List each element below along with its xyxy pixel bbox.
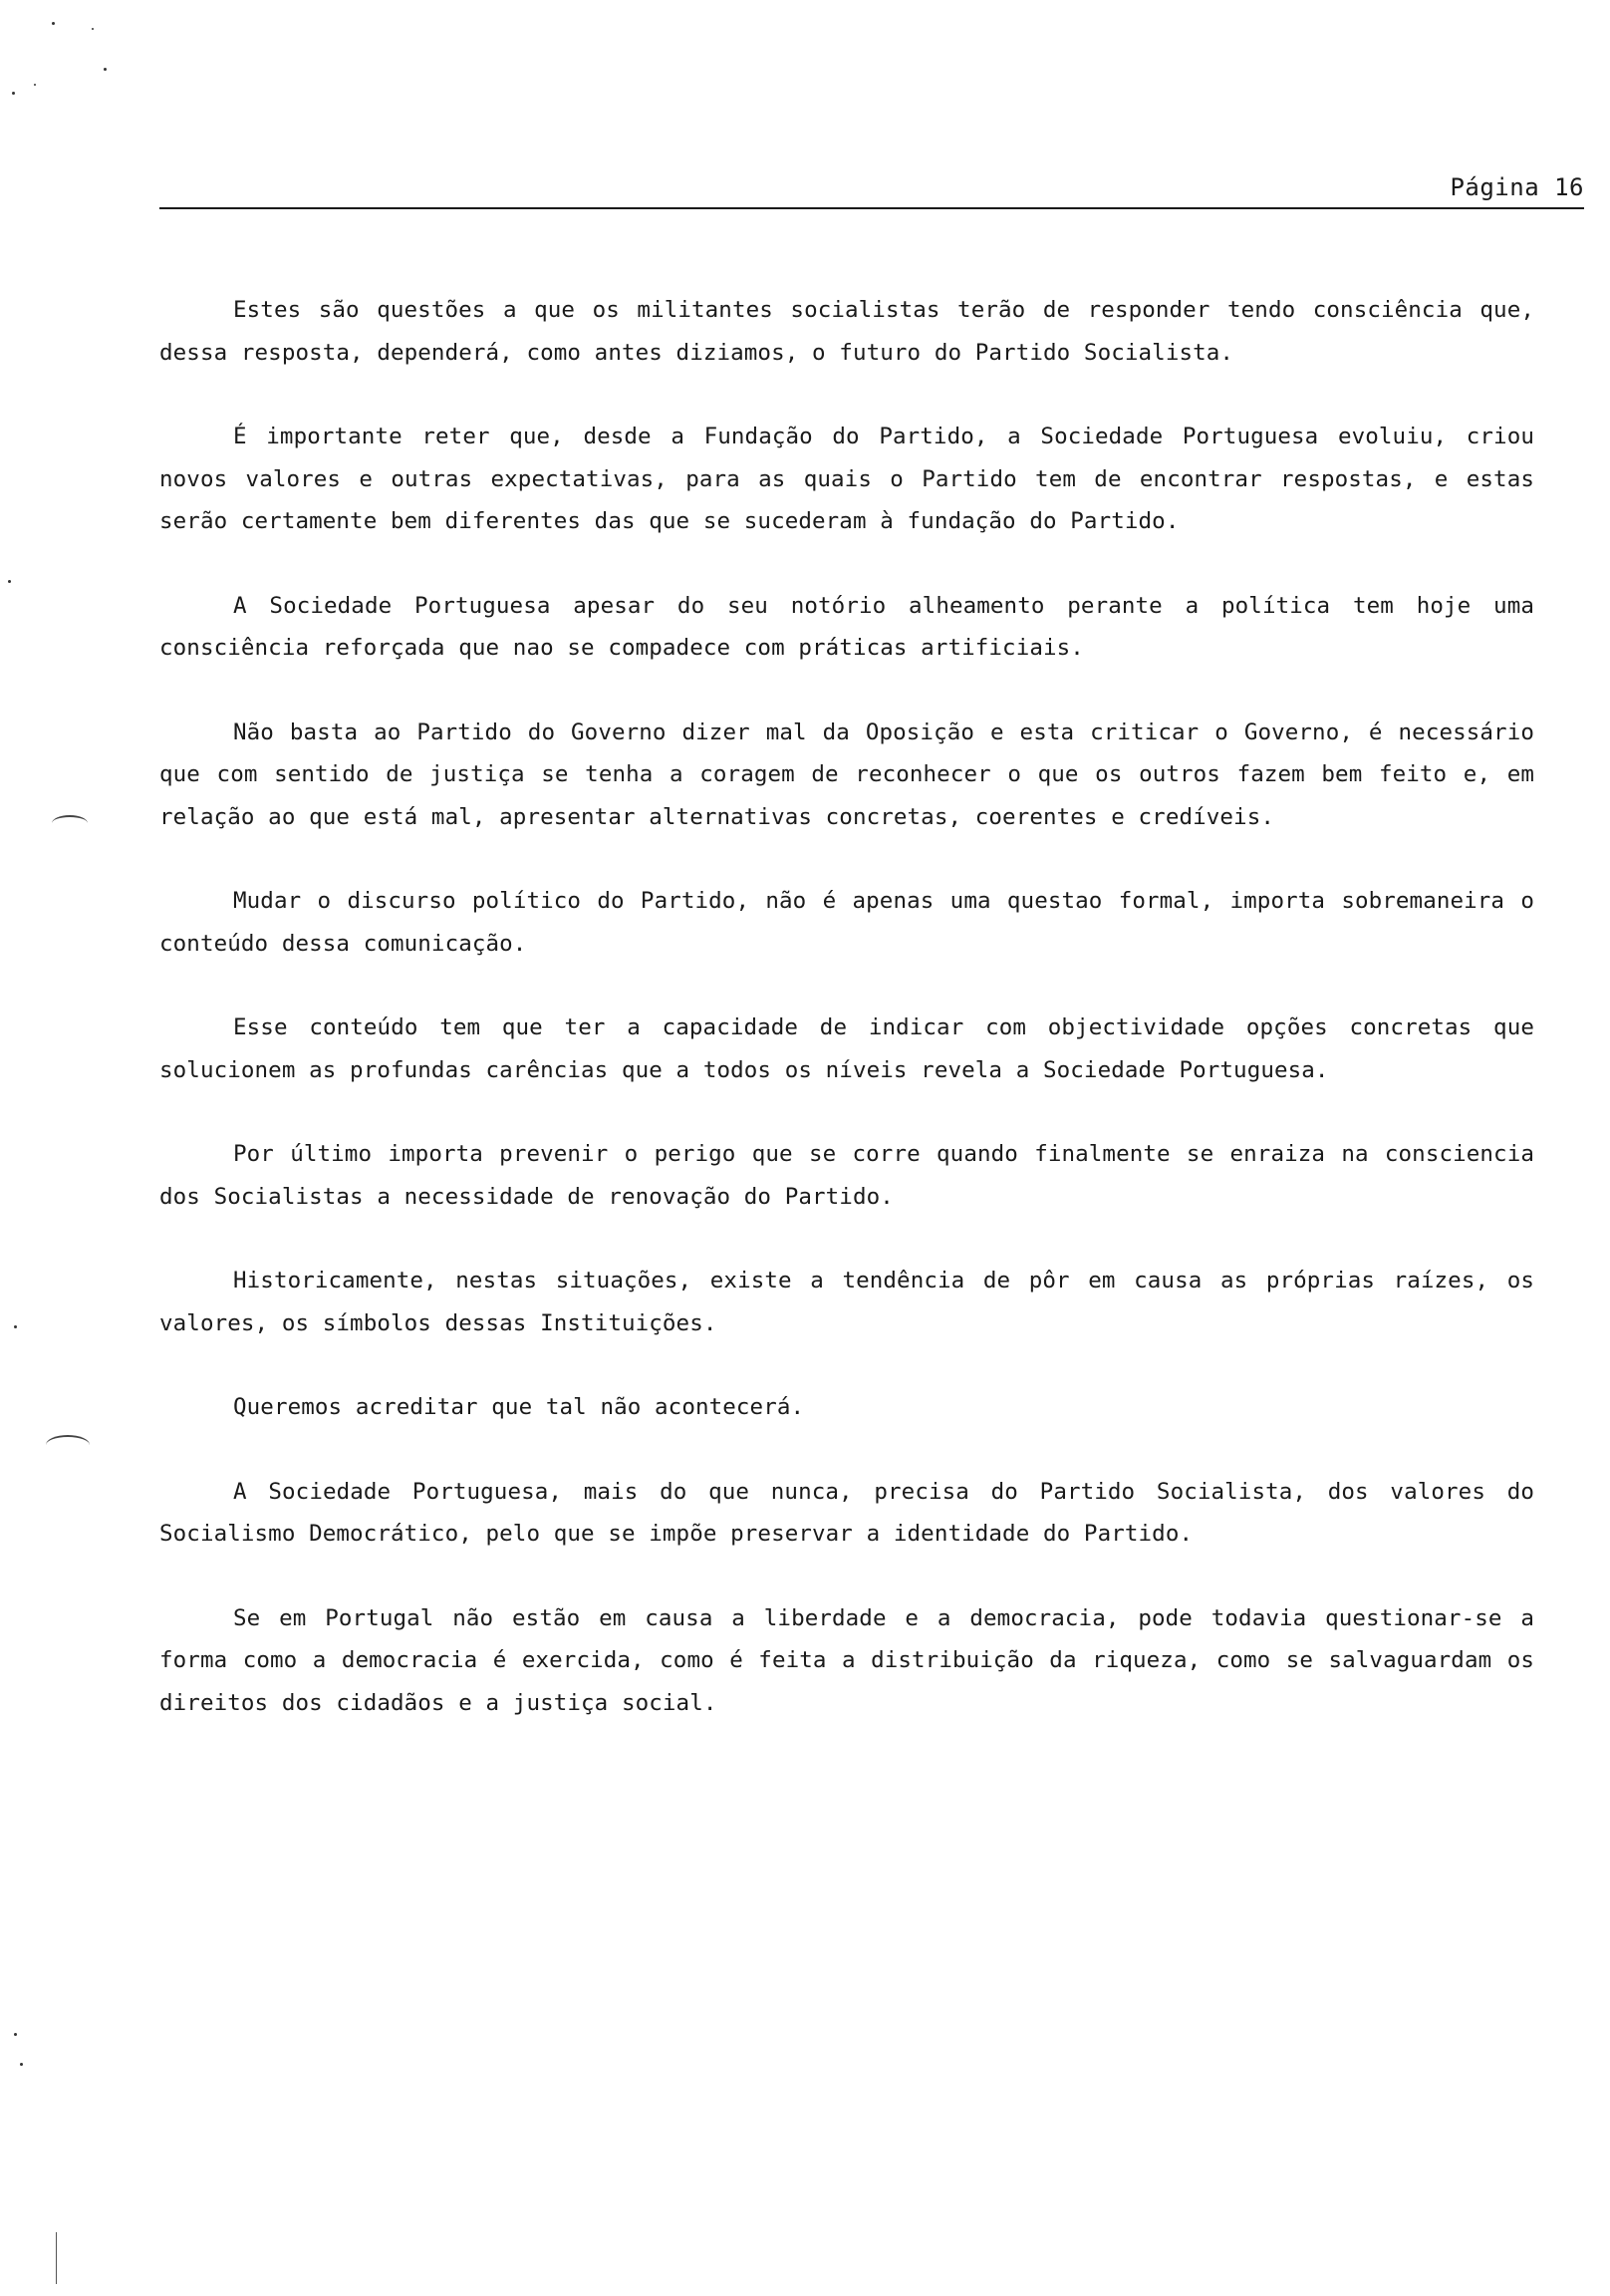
paragraph: Não basta ao Partido do Governo dizer mal da Oposição e esta criticar o Governo, é necessário que com sentido de justiça se tenha a coragem de reconhecer o que os outros fazem bem feito e, em relação ao que está mal, apresentar alternativas concretas, coerentes e credíveis. <box>159 718 1534 830</box>
paragraph: Se em Portugal não estão em causa a liberdade e a democracia, pode todavia questionar-se a forma como a democracia é exercida, como é feita a distribuição da riqueza, como se salvaguardam os direitos dos cidadãos e a justiça social. <box>159 1604 1534 1716</box>
paragraph: Estes são questões a que os militantes socialistas terão de responder tendo consciência que, dessa resposta, dependerá, como antes diziamos, o futuro do Partido Socialista. <box>159 297 1534 366</box>
scan-speck <box>52 22 55 25</box>
paragraph: A Sociedade Portuguesa, mais do que nunca, precisa do Partido Socialista, dos valores do Socialismo Democrático, pelo que se impõe preservar a identidade do Partido. <box>159 1478 1534 1547</box>
scan-speck <box>12 92 15 95</box>
scan-speck <box>14 1325 17 1328</box>
paragraph: Esse conteúdo tem que ter a capacidade de indicar com objectividade opções concretas que solucionem as profundas carências que a todos os níveis revela a Sociedade Portuguesa. <box>159 1014 1534 1083</box>
scan-speck <box>20 2063 23 2066</box>
header-rule <box>159 207 1584 209</box>
paragraph: Historicamente, nestas situações, existe a tendência de pôr em causa as próprias raízes, os valores, os símbolos dessas Instituições. <box>159 1268 1534 1336</box>
page-header <box>159 169 1584 209</box>
scan-speck <box>14 2033 17 2036</box>
body-text <box>159 289 1534 1766</box>
page-number: Página 16 <box>1450 173 1584 201</box>
paragraph: Por último importa prevenir o perigo que se corre quando finalmente se enraiza na consciencia dos Socialistas a necessidade de renovação do Partido. <box>159 1141 1534 1210</box>
scan-speck <box>104 68 107 71</box>
paragraph: A Sociedade Portuguesa apesar do seu notório alheamento perante a política tem hoje uma consciência reforçada que nao se compadece com práticas artificiais. <box>159 592 1534 661</box>
scan-speck <box>8 580 11 583</box>
margin-arc-mark <box>52 815 88 831</box>
paragraph: Mudar o discurso político do Partido, não é apenas uma questao formal, importa sobremaneira o conteúdo dessa comunicação. <box>159 888 1534 957</box>
paragraph: É importante reter que, desde a Fundação do Partido, a Sociedade Portuguesa evoluiu, criou novos valores e outras expectativas, para as quais o Partido tem de encontrar respostas, e estas serão certamente bem diferentes das que se sucederam à fundação do Partido. <box>159 424 1534 534</box>
scan-speck <box>34 84 36 86</box>
margin-line-mark <box>56 2232 57 2284</box>
margin-arc-mark <box>46 1435 90 1455</box>
scan-speck <box>92 28 94 30</box>
paragraph: Queremos acreditar que tal não acontecerá. <box>233 1394 805 1420</box>
